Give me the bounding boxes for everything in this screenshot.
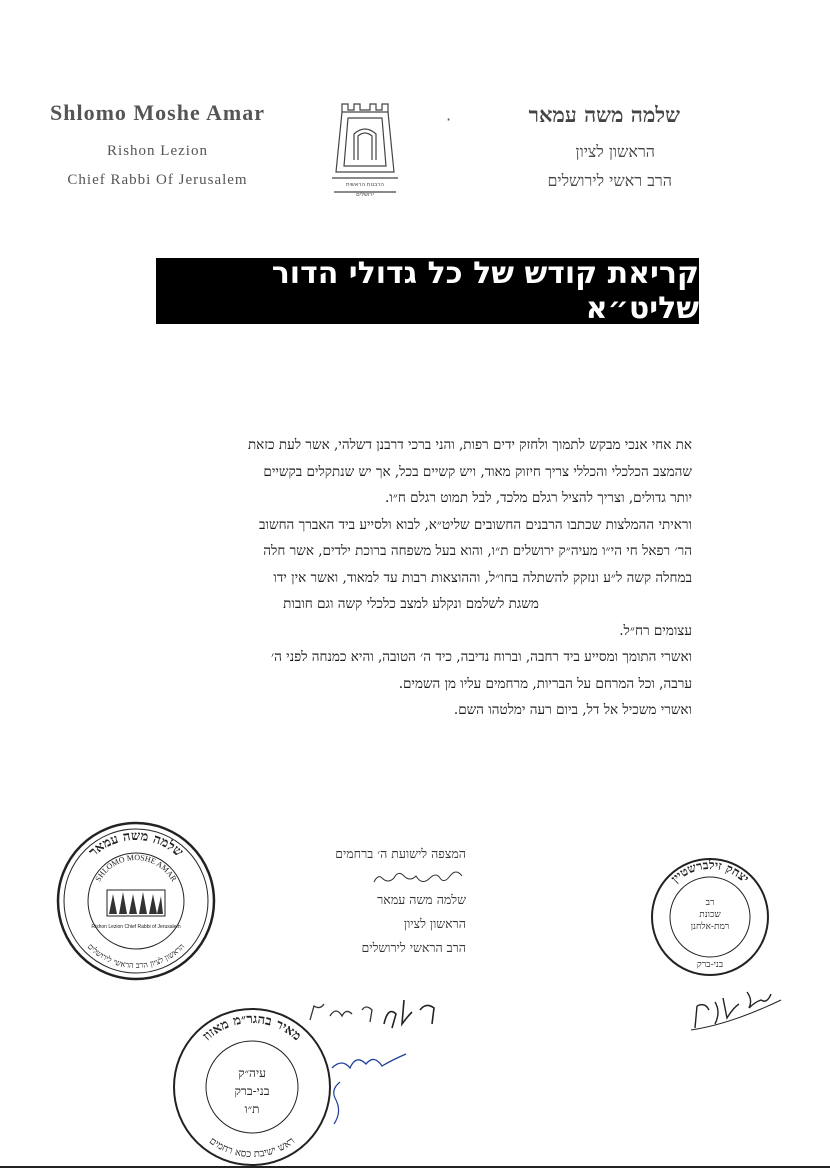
- banner-text: קריאת קודש של כל גדולי הדור שליט״א: [271, 256, 699, 326]
- stamp-right-line: רב: [705, 898, 715, 908]
- svg-text:יצחק זילברשטיין: [668, 858, 752, 886]
- body-line: משגת לשלמם ונקלע למצב כלכלי קשה וגם חובות: [283, 596, 539, 612]
- signature-city: הרב הראשי לירושלים: [361, 940, 466, 955]
- letterhead-english-city: Chief Rabbi Of Jerusalem: [67, 172, 248, 188]
- signature-closing: המצפה לישועת ה׳ ברחמים: [335, 846, 466, 861]
- stamp-bottom-lower: ראש ישיבת כסא רחמים: [206, 1135, 298, 1161]
- logo-text-bottom: ירושלים: [356, 192, 374, 198]
- svg-text:הראשון לציון הרב הראשי לירושלי: [86, 942, 187, 970]
- page-bottom-edge: [0, 1166, 830, 1168]
- silberstein-stamp: [648, 855, 772, 979]
- body-line: ואשרי משכיל אל דל, ביום רעה ימלטהו השם.: [453, 702, 692, 718]
- handwritten-note-bottom: [300, 990, 460, 1130]
- stamp-left-outer-hebrew: שלמה משה עמאר: [86, 828, 186, 861]
- amar-stamp: [55, 820, 217, 982]
- letterhead-hebrew-name: שלמה משה עמאר: [528, 102, 680, 127]
- stamp-left-inner-english: Rishon Lezion Chief Rabbi of Jerusalem: [91, 924, 181, 930]
- stamp-bottom-line: עיה״ק: [238, 1066, 266, 1080]
- stamp-bottom-line: בני-ברק: [234, 1084, 270, 1098]
- body-line: הר׳ רפאל חי הי״ו מעיה״ק ירושלים ת״ו, והוא בעל משפחה ברוכת ילדים, אשר חלה: [263, 543, 692, 559]
- stamp-left-outer-english: SHLOMO MOSHE AMAR: [93, 852, 179, 884]
- letterhead-hebrew-city: הרב ראשי לירושלים: [547, 171, 672, 190]
- body-line: במחלה קשה ל״ע ונזקק להשתלה בחו״ל, וההוצאות רבות עד למאוד, ואשר אין ידו: [273, 569, 692, 586]
- stamp-right-outer: יצחק זילברשטיין: [668, 857, 752, 886]
- body-line: וראיתי ההמלצות שכתבו הרבנים החשובים שליט״א, לבוא ולסייע ביד האברך החשוב: [259, 516, 692, 533]
- handwritten-signature: [326, 866, 466, 888]
- body-line: יותר גדולים, וצריך להציל רגלם מלכד, לבל תמוט רגלם ח״ו.: [385, 490, 692, 506]
- signature-title: הראשון לציון: [403, 916, 466, 931]
- body-line: ואשרי התומך ומסייע ביד רחבה, וברוח נדיבה, כיד ה׳ הטובה, והיא כמנחה לפני ה׳: [270, 649, 692, 665]
- title-banner: [156, 258, 699, 324]
- svg-text:מאיר בהגר״מ מאזוז: [200, 1012, 304, 1044]
- stamp-right-line: בני-ברק: [696, 960, 724, 970]
- letterhead-english-title: Rishon Lezion: [107, 143, 208, 159]
- body-line: עצומים רח״ל.: [619, 622, 692, 639]
- body-line: את אחי אנכי מבקש לתמוך ולחזק ידים רפות, והני ברכי דרבנן דשלהי, אשר לעת כזאת: [247, 437, 692, 453]
- signature-block: [258, 842, 466, 960]
- handwritten-note-right: [605, 968, 785, 1038]
- stamp-bottom-outer: מאיר בהגר״מ מאזוז: [199, 1011, 304, 1045]
- separator-dot: ·: [446, 110, 452, 129]
- svg-text:ראש ישיבת כסא רחמים: [207, 1136, 297, 1160]
- letterhead-english-name: Shlomo Moshe Amar: [50, 100, 265, 125]
- body-line: שהמצב הכלכלי והכללי צריך חיזוק מאוד, ויש קשיים בכל, אך יש שנתקלים בקשיים: [263, 463, 692, 480]
- logo-text-top: הרבנות הראשית: [345, 182, 385, 188]
- body-line: ערבה, וכל המרחם על הבריות, מרחמים עליו מן השמים.: [398, 675, 692, 692]
- letter-body: [130, 432, 692, 724]
- letterhead-hebrew-title: הראשון לציון: [575, 142, 655, 161]
- stamp-bottom-line: ת״ו: [244, 1102, 260, 1116]
- svg-text:SHLOMO MOSHE AMAR: [94, 853, 179, 884]
- chief-rabbinate-logo: [324, 100, 406, 198]
- signature-name: שלמה משה עמאר: [377, 892, 466, 907]
- stamp-left-bottom: הראשון לציון הרב הראשי לירושלים: [85, 941, 187, 971]
- stamp-right-line: שכונת: [699, 910, 721, 920]
- stamp-right-line: רמת-אלחנן: [690, 922, 730, 932]
